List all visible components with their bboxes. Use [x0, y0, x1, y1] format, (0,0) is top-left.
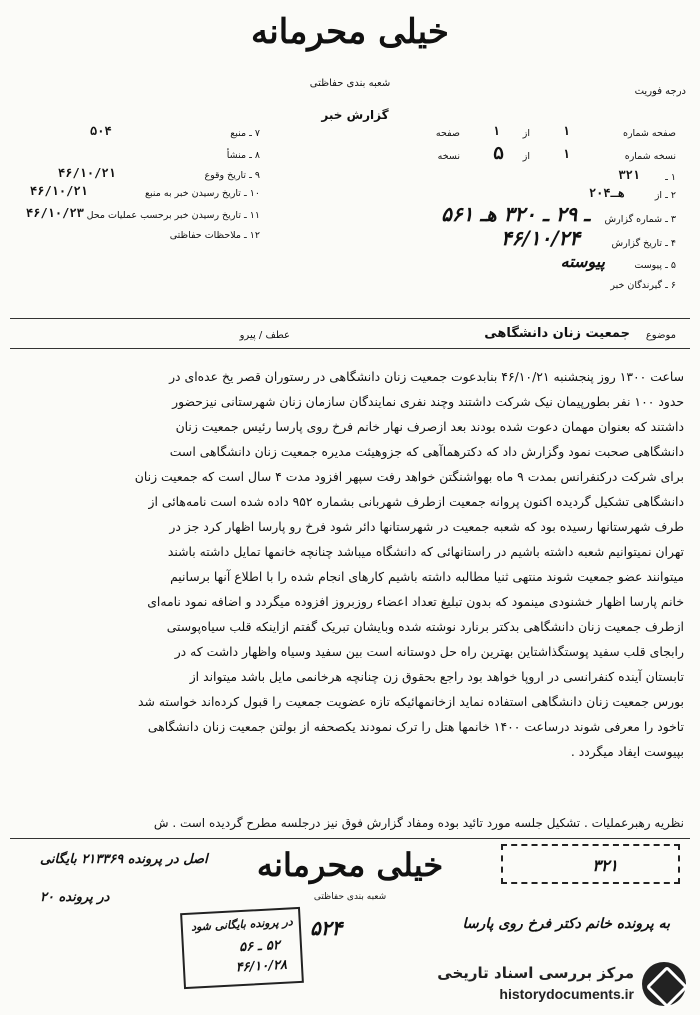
body-line: تهران نمیتوانیم شعبه داشته باشیم در راستانهائی که دانشگاه میباشد چنانچه خانمها تمایل داشته باشند: [167, 544, 684, 559]
body-line: دانشگاهی تشکیل گردیده اکنون پروانه جمعیت ازطرف شهربانی بشماره ۹۵۲ داده شده است نامه‌هائی از: [148, 494, 684, 509]
filing-note: در پرونده ۲۰: [40, 890, 110, 905]
footer-department: شعبه بندی حفاظتی: [313, 892, 387, 902]
operations-receipt-date-value: ۴۶/۱۰/۲۳: [26, 206, 84, 220]
filing-stamp-title: در پرونده بایگانی شود: [190, 915, 294, 934]
body-line: تابستان آینده کنفرانسی در اروپا خواهد بود راجع بحقوق زن چنانچه هرخانمی مایل باشد میتواند از: [189, 669, 684, 684]
filing-stamp-box: [180, 907, 304, 989]
report-title: گزارش خبر: [321, 108, 389, 122]
archive-logo-icon: [642, 962, 686, 1006]
watermark-fa: مرکز بررسی اسناد تاریخی: [437, 964, 634, 982]
body-line: حدود ۱۰۰ نفر بطورپیمان نیک شرکت داشتند وچند نفری نمایندگان سازمان زنان شهرستانی نیزحضور: [172, 394, 684, 409]
body-line: خانم پارسا اظهار خشنودی مینمود که بدون تبلیغ تعداد اعضاء روزبروز افزوده میگردد و اضافه نمود نامه‌ای: [147, 594, 684, 609]
field-2-label: ۲ ـ از: [654, 190, 676, 201]
copy-number-label: نسخه شماره: [624, 151, 676, 162]
body-line: ساعت ۱۳۰۰ روز پنجشنبه ۴۶/۱۰/۲۱ بنابدعوت جمعیت زنان دانشگاهی در رستوران قصر یخ عده‌ای در: [169, 369, 684, 384]
subject-value: جمعیت زنان دانشگاهی: [484, 326, 630, 341]
report-number-label: ۳ ـ شماره گزارش: [604, 214, 676, 225]
body-line: ازطرف جمعیت زنان دانشگاهی بدکتر برنارد نوشته شده وبایشان تبریک گفتم ازاینکه قلب سیاه‌پوستی: [166, 619, 684, 634]
source-receipt-date-value: ۴۶/۱۰/۲۱: [30, 184, 88, 198]
attachment-value: پیوسته: [560, 252, 605, 271]
urgency-label: درجه فوریت: [634, 86, 686, 97]
report-date-value: ۴۶/۱۰/۲۴: [500, 226, 580, 250]
copy-word: نسخه: [437, 151, 460, 162]
report-number-value: ۵۶۱ ـ ۲۹ ـ ۳۲۰ هـ: [441, 202, 590, 226]
classification-title: خیلی محرمانه: [251, 12, 449, 52]
origin-label: ۸ ـ منشأ: [226, 150, 260, 161]
page-word: صفحه: [435, 128, 460, 139]
subject-label: موضوع: [645, 330, 676, 341]
source-receipt-date-label: ۱۰ ـ تاریخ رسیدن خبر به منبع: [145, 188, 260, 199]
recipients-label: ۶ ـ گیرندگان خبر: [610, 280, 676, 291]
page-of-label: از: [522, 128, 530, 139]
operations-receipt-date-label: ۱۱ ـ تاریخ رسیدن خبر برحسب عملیات محل: [86, 210, 260, 221]
right-stamp: [501, 844, 680, 884]
operations-opinion: نظریه رهبرعملیات . تشکیل جلسه مورد تائید بوده ومفاد گزارش فوق نیز درجلسه مطرح گردیده است . ش: [153, 816, 684, 830]
handwritten-number: ۵۲۴: [310, 916, 343, 940]
divider-subject: [10, 348, 690, 349]
department-label: شعبه بندی حفاظتی: [309, 78, 391, 89]
right-stamp-value: ۳۲۱: [592, 856, 618, 875]
report-date-label: ۴ ـ تاریخ گزارش: [611, 238, 676, 249]
field-2-value: ۲۰هـ۴: [588, 186, 625, 200]
watermark-en: historydocuments.ir: [499, 986, 634, 1002]
filing-stamp-value-2: ۴۶/۱۰/۲۸: [235, 957, 288, 976]
field-1-label: ۱ ـ: [665, 172, 676, 183]
occurrence-date-label: ۹ ـ تاریخ وقوع: [204, 170, 260, 181]
page-total-value: ۱: [492, 124, 500, 138]
watermark: [396, 962, 686, 1008]
handwritten-instruction: به پرونده خانم دکتر فرخ روی پارسا: [462, 916, 670, 932]
body-line: طرف شهرستانها رسیده بود که شعبه جمعیت در شهرستانها دائر شود فرخ رو پارسا اظهار کرد جز در: [169, 519, 684, 534]
body-line: برای شرکت درکنفرانس بمدت ۹ ماه بهواشنگتن خواهد رفت سپهر افزود مدت ۴ سال است که جمعیت زنان: [134, 469, 684, 484]
footer-classification: خیلی محرمانه: [256, 846, 444, 884]
original-file-note: اصل در پرونده ۲۱۳۳۶۹ بایگانی: [40, 852, 208, 867]
filing-stamp-value-1: ۵۲ ـ ۵۶: [238, 938, 281, 956]
copy-total-value: ۵: [493, 143, 504, 164]
attachment-label: ۵ ـ پیوست: [634, 260, 676, 271]
copy-number-value: ۱: [562, 147, 570, 161]
page-number-label: صفحه شماره: [622, 128, 676, 139]
body-line: داشتند که بعنوان مهمان دعوت شده بودند بعد ازصرف نهار خانم فرخ روی پارسا رئیس جمعیت زنان: [175, 419, 684, 434]
reference-label: عطف / پیرو: [239, 330, 290, 341]
body-line: دانشگاهی صحبت نمود وگزارش داد که دکترهماآهی که جزوهیئت مدیره جمعیت زنان دانشگاهی است: [169, 444, 684, 459]
field-1-value: ۳۲۱: [618, 168, 640, 182]
body-line: تاخود را معرفی شوند درساعت ۱۴۰۰ خانمها هتل را ترک نمودند یکصحفه از بولتن جمعیت زنان دانشگاهی: [147, 719, 684, 734]
divider-bottom: [10, 838, 690, 839]
copy-of-label: از: [522, 151, 530, 162]
body-line: بپیوست ایفاد میگردد .: [570, 744, 684, 759]
report-body: [16, 364, 684, 764]
source-label: ۷ ـ منبع: [230, 128, 260, 139]
body-line: میتوانند عضو جمعیت شوند منتهی ثنیا مطالبه داشته باشیم کارهای انجام شده را با اطلاع آنها برسانیم: [170, 569, 684, 584]
security-notes-label: ۱۲ ـ ملاحظات حفاظتی: [169, 230, 260, 241]
page-number-value: ۱: [562, 124, 570, 138]
body-line: رابجای قلب سفید پوستگذاشتاین بهترین راه حل دوستانه است بین سفید وسیاه واظهار داشت که در: [174, 644, 684, 659]
source-value: ۵۰۴: [90, 124, 112, 138]
body-line: بورس جمعیت زنان دانشگاهی استفاده نماید ازخانمهائیکه تازه عضویت جمعیت را قبول کرده‌اند خواسته شد: [138, 694, 684, 709]
occurrence-date-value: ۴۶/۱۰/۲۱: [58, 166, 116, 180]
divider-top: [10, 318, 690, 319]
